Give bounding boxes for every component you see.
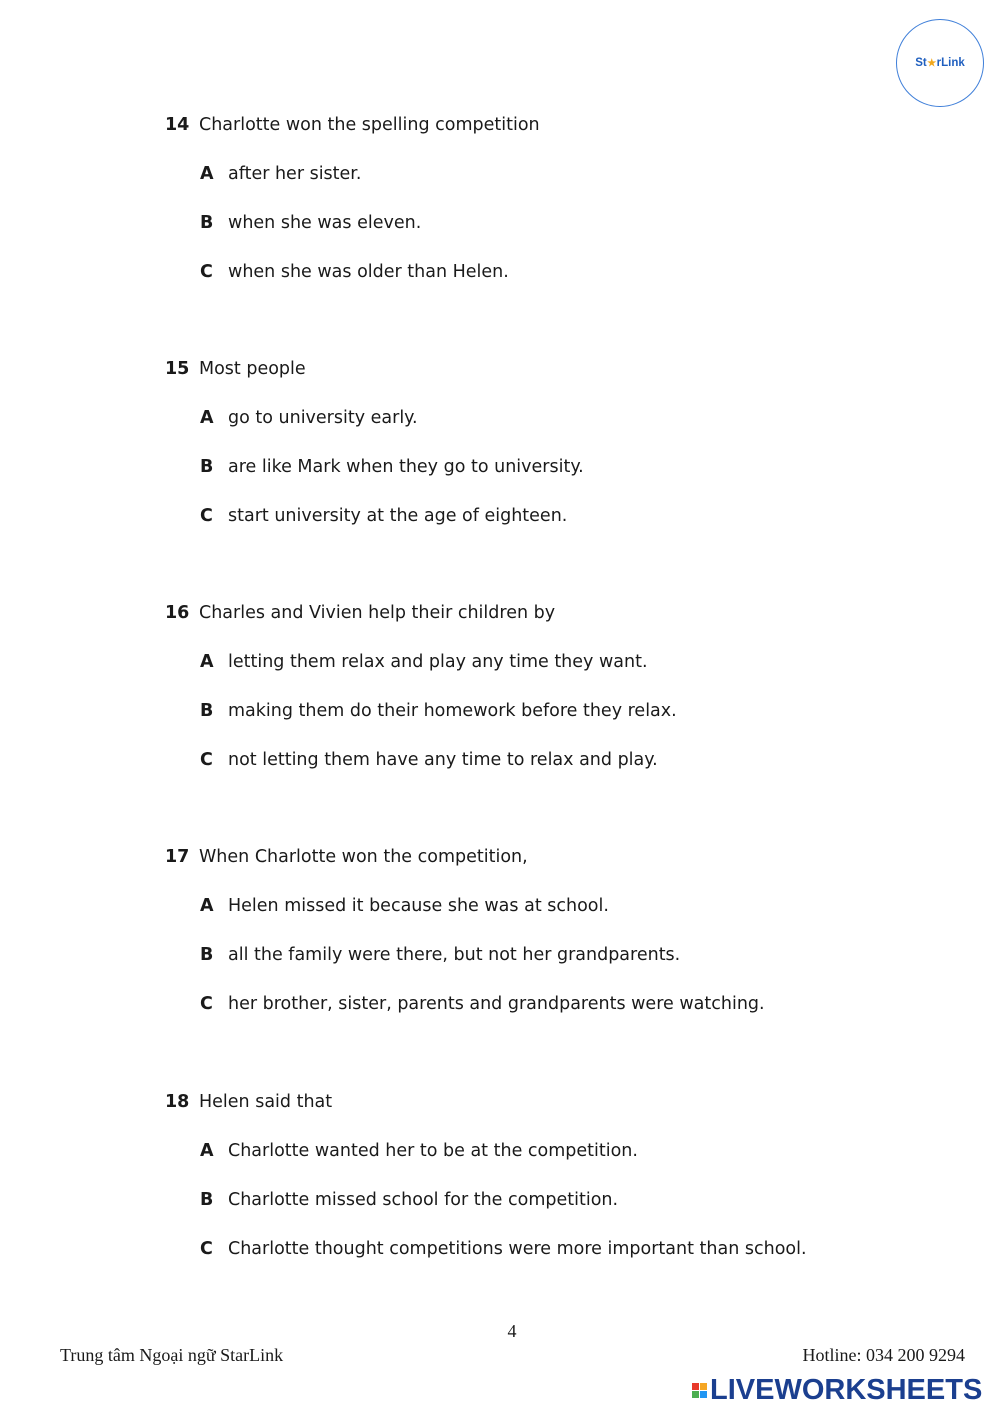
question-number: 14 [165, 115, 190, 135]
answer-option-c[interactable] [165, 750, 677, 780]
answer-option-a[interactable] [165, 896, 765, 926]
question-14 [165, 115, 540, 292]
answer-option-a[interactable] [165, 1141, 807, 1171]
option-text: when she was eleven. [228, 213, 422, 233]
option-letter: C [200, 1239, 213, 1259]
option-text: Charlotte thought competitions were more important than school. [228, 1239, 807, 1259]
starlink-logo [896, 19, 984, 107]
question-number: 16 [165, 603, 190, 623]
answer-option-b[interactable] [165, 213, 540, 243]
question-number: 15 [165, 359, 190, 379]
answer-option-c[interactable] [165, 1239, 807, 1269]
answer-option-c[interactable] [165, 994, 765, 1024]
page-number: 4 [507, 1321, 517, 1341]
option-letter: C [200, 262, 213, 282]
option-letter: C [200, 994, 213, 1014]
logo-text-end: rLink [936, 57, 965, 69]
option-text: go to university early. [228, 408, 418, 428]
option-letter: B [200, 945, 214, 965]
option-text: letting them relax and play any time they want. [228, 652, 648, 672]
answer-option-c[interactable] [165, 262, 540, 292]
icon-square-orange [700, 1383, 707, 1390]
option-text: start university at the age of eighteen. [228, 506, 568, 526]
liveworksheets-icon [692, 1383, 707, 1398]
question-text: When Charlotte won the competition, [199, 847, 528, 867]
liveworksheets-logo[interactable] [692, 1373, 982, 1407]
answer-option-b[interactable] [165, 1190, 807, 1220]
question-15 [165, 359, 584, 536]
option-text: her brother, sister, parents and grandparents were watching. [228, 994, 765, 1014]
question-stem [165, 359, 584, 389]
answer-option-a[interactable] [165, 408, 584, 438]
logo-star-icon: ★ [927, 57, 937, 69]
option-letter: A [200, 896, 214, 916]
footer-hotline: Hotline: 034 200 9294 [802, 1345, 965, 1365]
option-text: are like Mark when they go to university. [228, 457, 584, 477]
question-number: 17 [165, 847, 190, 867]
option-letter: B [200, 701, 214, 721]
icon-square-green [692, 1391, 699, 1398]
option-letter: A [200, 164, 214, 184]
question-18 [165, 1092, 807, 1269]
icon-square-blue [700, 1391, 707, 1398]
option-letter: A [200, 652, 214, 672]
question-text: Charlotte won the spelling competition [199, 115, 540, 135]
question-16 [165, 603, 677, 780]
answer-option-a[interactable] [165, 652, 677, 682]
option-text: Charlotte missed school for the competition. [228, 1190, 619, 1210]
question-text: Charles and Vivien help their children by [199, 603, 556, 623]
option-text: not letting them have any time to relax and play. [228, 750, 658, 770]
question-17 [165, 847, 765, 1024]
question-number: 18 [165, 1092, 190, 1112]
answer-option-b[interactable] [165, 701, 677, 731]
question-stem [165, 115, 540, 145]
liveworksheets-text: LIVEWORKSHEETS [710, 1373, 983, 1406]
option-text: making them do their homework before they relax. [228, 701, 677, 721]
option-text: Helen missed it because she was at school. [228, 896, 609, 916]
option-letter: B [200, 457, 214, 477]
option-letter: C [200, 506, 213, 526]
option-letter: A [200, 408, 214, 428]
answer-option-a[interactable] [165, 164, 540, 194]
option-letter: B [200, 213, 214, 233]
option-letter: C [200, 750, 213, 770]
footer-center-name: Trung tâm Ngoại ngữ StarLink [60, 1345, 284, 1365]
question-stem [165, 603, 677, 633]
icon-square-red [692, 1383, 699, 1390]
answer-option-b[interactable] [165, 457, 584, 487]
option-text: all the family were there, but not her grandparents. [228, 945, 681, 965]
question-text: Helen said that [199, 1092, 333, 1112]
option-letter: B [200, 1190, 214, 1210]
option-text: after her sister. [228, 164, 362, 184]
question-stem [165, 847, 765, 877]
logo-text-start: St [915, 57, 927, 69]
option-letter: A [200, 1141, 214, 1161]
answer-option-b[interactable] [165, 945, 765, 975]
question-text: Most people [199, 359, 306, 379]
question-stem [165, 1092, 807, 1122]
answer-option-c[interactable] [165, 506, 584, 536]
option-text: when she was older than Helen. [228, 262, 509, 282]
option-text: Charlotte wanted her to be at the competition. [228, 1141, 638, 1161]
